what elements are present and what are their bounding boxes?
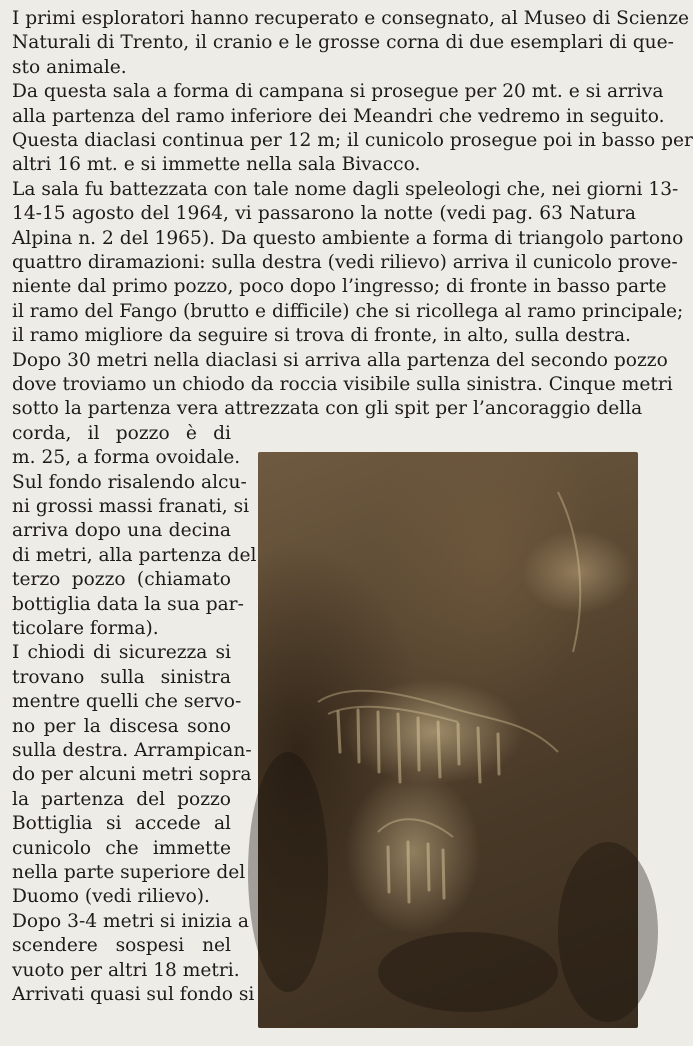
text-line: Duomo (vedi rilievo). [12, 886, 210, 908]
text-line: Alpina n. 2 del 1965). Da questo ambiente a forma di triangolo partono [12, 227, 684, 249]
text-line: Naturali di Trento, il cranio e le grosse corna di due esemplari di que- [12, 32, 674, 54]
text-line: I chiodi di sicurezza si [12, 642, 231, 664]
text-line: sulla destra. Arrampican- [12, 740, 252, 761]
text-line: do per alcuni metri sopra [12, 764, 252, 786]
text-line: Bottiglia si accede al [12, 813, 231, 835]
text-line: arriva dopo una decina [12, 520, 231, 542]
text-line: il ramo del Fango (brutto e difficile) che si ricollega al ramo principale; [12, 300, 684, 322]
cave-photo [258, 452, 638, 1028]
text-line: dove troviamo un chiodo da roccia visibile sulla sinistra. Cinque metri [12, 374, 673, 395]
text-line: La sala fu battezzata con tale nome dagli speleologi che, nei giorni 13- [12, 178, 679, 200]
text-line: Dopo 30 metri nella diaclasi si arriva alla partenza del secondo pozzo [12, 349, 668, 371]
text-line: Da questa sala a forma di campana si prosegue per 20 mt. e si arriva [12, 81, 664, 103]
text-line: Arrivati quasi sul fondo si [12, 984, 255, 1005]
text-line: vuoto per altri 18 metri. [12, 959, 240, 981]
text-line: il ramo migliore da seguire si trova di fronte, in alto, sulla destra. [12, 325, 631, 347]
text-line: nella parte superiore del [12, 862, 246, 883]
text-line: la partenza del pozzo [12, 788, 231, 810]
text-line: ni grossi massi franati, si [12, 496, 250, 517]
text-line: terzo pozzo (chiamato [12, 569, 231, 591]
text-line: I primi esploratori hanno recuperato e consegnato, al Museo di Scienze [12, 8, 690, 29]
text-line: m. 25, a forma ovoidale. [12, 447, 241, 469]
text-line: altri 16 mt. e si immette nella sala Bivacco. [12, 154, 421, 176]
text-line: bottiglia data la sua par- [12, 593, 244, 615]
text-line: alla partenza del ramo inferiore dei Meandri che vedremo in seguito. [12, 105, 665, 127]
text-line: niente dal primo pozzo, poco dopo l’ingresso; di fronte in basso parte [12, 276, 667, 298]
text-line: trovano sulla sinistra [12, 666, 231, 688]
text-line: corda, il pozzo è di [12, 422, 231, 444]
text-line: ticolare forma). [12, 618, 159, 639]
text-line: sto animale. [12, 56, 127, 78]
text-line: no per la discesa sono [12, 715, 231, 737]
flowstone-shapes [258, 452, 638, 1028]
text-line: 14-15 agosto del 1964, vi passarono la notte (vedi pag. 63 Natura [12, 203, 636, 225]
text-line: Sul fondo risalendo alcu- [12, 471, 247, 493]
text-line: Dopo 3-4 metri si inizia a [12, 910, 249, 932]
text-line: quattro diramazioni: sulla destra (vedi rilievo) arriva il cunicolo prove- [12, 252, 678, 273]
text-line: sotto la partenza vera attrezzata con gli spit per l’ancoraggio della [12, 398, 643, 420]
text-line: mentre quelli che servo- [12, 691, 242, 713]
text-line: scendere sospesi nel [12, 935, 231, 957]
text-line: cunicolo che immette [12, 837, 231, 859]
text-line: di metri, alla partenza del [12, 544, 257, 566]
text-line: Questa diaclasi continua per 12 m; il cunicolo prosegue poi in basso per [12, 130, 693, 151]
